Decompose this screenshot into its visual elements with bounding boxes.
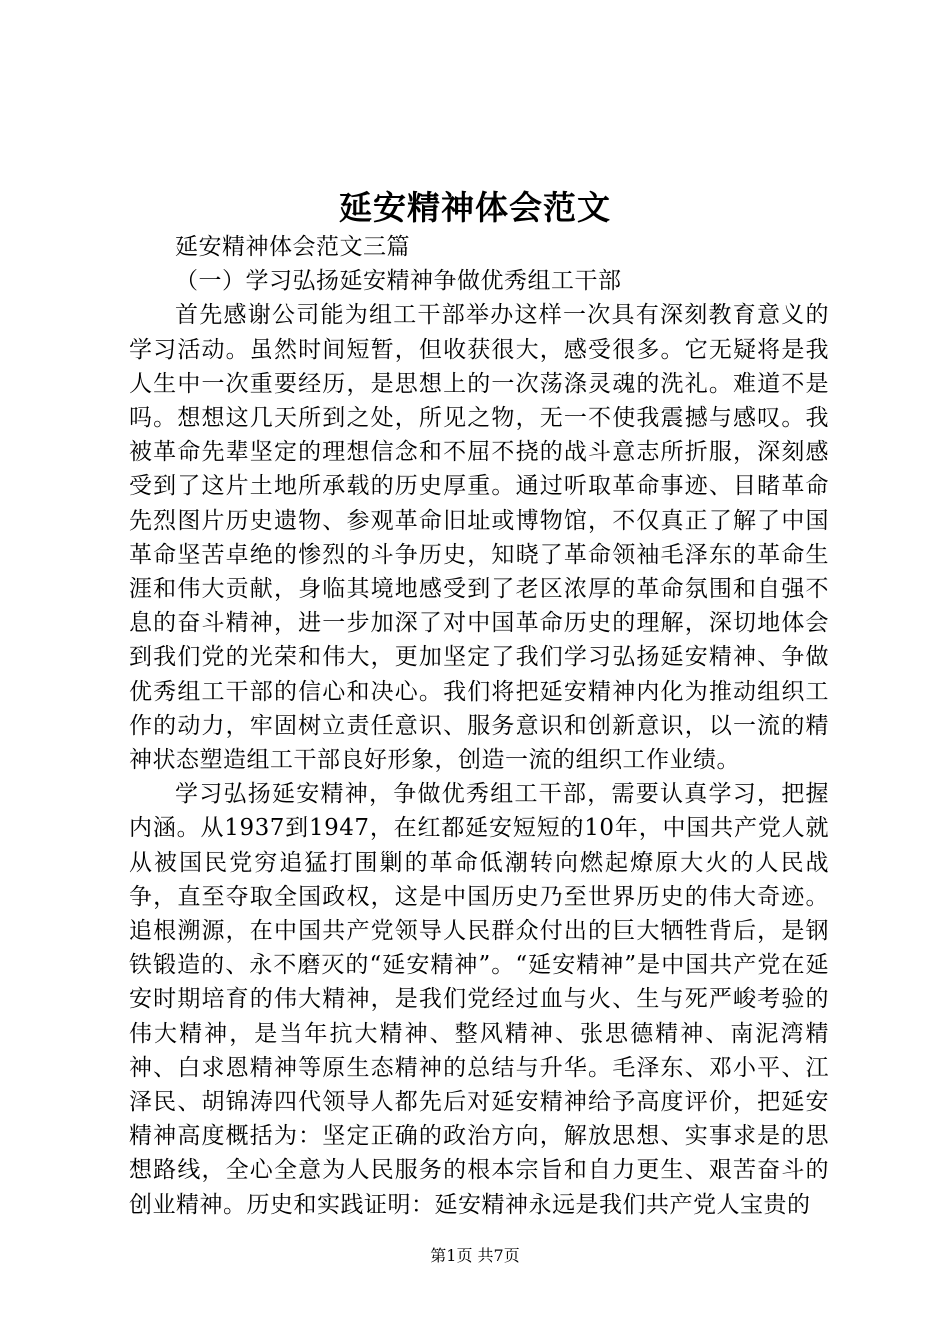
subtitle: 延安精神体会范文三篇 (175, 234, 410, 260)
section-heading: （一）学习弘扬延安精神争做优秀组工干部 (175, 268, 622, 295)
paragraph-1: 首先感谢公司能为组工干部举办这样一次具有深刻教育意义的学习活动。虽然时间短暂，但收获很大，感受很多。它无疑将是我人生中一次重要经历，是思想上的一次荡涤灵魂的洗礼。难道不是吗。想想这几天所到之处，所见之物，无一不使我震撼与感叹。我被革命先辈坚定的理想信念和不屈不挠的战斗意志所折服，深刻感受到了这片土地所承载的历史厚重。通过听取革命事迹、目睹革命先烈图片历史遗物、参观革命旧址或博物馆，不仅真正了解了中国革命坚苦卓绝的惨烈的斗争历史，知晓了革命领袖毛泽东的革命生涯和伟大贡献，身临其境地感受到了老区浓厚的革命氛围和自强不息的奋斗精神，进一步加深了对中国革命历史的理解，深切地体会到我们党的光荣和伟大，更加坚定了我们学习弘扬延安精神、争做优秀组工干部的信心和决心。我们将把延安精神内化为推动组织工作的动力，牢固树立责任意识、服务意识和创新意识，以一流的精神状态塑造组工干部良好形象，创造一流的组织工作业绩。 (129, 302, 829, 774)
document-title: 延安精神体会范文 (339, 188, 611, 227)
paragraph-2: 学习弘扬延安精神，争做优秀组工干部，需要认真学习，把握内涵。从1937到1947，在红都延安短短的10年，中国共产党人就从被国民党穷追猛打围剿的革命低潮转向燃起燎原大火的人民战争，直至夺取全国政权，这是中国历史乃至世界历史的伟大奇迹。追根溯源，在中国共产党领导人民群众付出的巨大牺牲背后，是钢铁锻造的、永不磨灭的“延安精神”。“延安精神”是中国共产党在延安时期培育的伟大精神，是我们党经过血与火、生与死严峻考验的伟大精神，是当年抗大精神、整风精神、张思德精神、南泥湾精神、白求恩精神等原生态精神的总结与升华。毛泽东、邓小平、江泽民、胡锦涛四代领导人都先后对延安精神给予高度评价，把延安精神高度概括为：坚定正确的政治方向，解放思想、实事求是的思想路线，全心全意为人民服务的根本宗旨和自力更生、艰苦奋斗的创业精神。历史和实践证明：延安精神永远是我们共产党人宝贵的 (129, 781, 829, 1218)
document-body (129, 230, 829, 1222)
page-footer: 第1页 共7页 (430, 1246, 520, 1265)
